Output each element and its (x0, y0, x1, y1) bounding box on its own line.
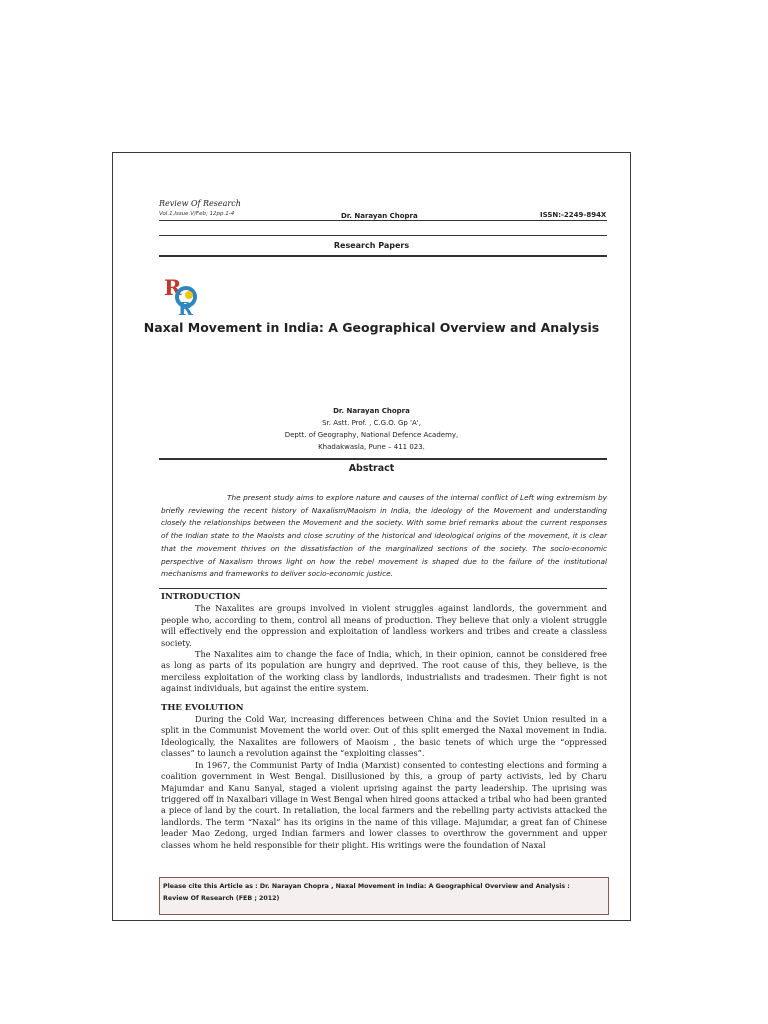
svg-text:R: R (164, 275, 182, 300)
abstract-rule-bottom (159, 588, 607, 589)
author-affiliation (113, 405, 630, 453)
evolution-paragraph-2: In 1967, the Communist Party of India (Marxist) consented to contesting elections and forming a coalition government in West Bengal. Disillusioned by this, a group of party activists, led by Charu Majumdar and Kanu Sanyal, staged a violent uprising against the party leadership. The uprising was triggered off in Naxalbari village in West Bengal when hired goons attacked a tribal who had been granted a piece of land by the court. In retaliation, the local farmers and the rebelling party activists attacked the landlords. The term “Naxal” has its origins in the name of this village. Majumdar, a great fan of Chinese leader Mao Zedong, urged Indian farmers and lower classes to overthrow the government and upper classes whom he held responsible for their plight. His writings were the foundation of Naxal (161, 759, 607, 850)
ror-logo-icon (163, 275, 201, 317)
intro-heading: INTRODUCTION (161, 592, 241, 602)
section-rule-top (159, 235, 607, 236)
author-department: Deptt. of Geography, National Defence Academy, (284, 431, 459, 439)
body-text (161, 592, 607, 851)
author-location: Khadakwasla, Pune – 411 023. (318, 443, 425, 451)
paper-page (112, 152, 631, 921)
svg-text:R: R (178, 299, 193, 317)
abstract-rule (159, 458, 607, 460)
author-position: Sr. Astt. Prof. , C.G.O. Gp 'A', (322, 419, 421, 427)
abstract-text: The present study aims to explore nature and causes of the internal conflict of Left wing extremism by briefly reviewing the recent history of Naxalism/Maoism in India, the ideology of the Movement and understanding closely the relationships between the Movement and the society. With some brief remarks about the current responses of the Indian state to the Maoists and close scrutiny of the historical and ideological origins of the movement, it is clear that the movement thrives on the dissatisfaction of the marginalized sections of the society. The socio-economic perspective of Naxalism throws light on how the rebel movement is shaped due to the failure of the institutional mechanisms and frameworks to deliver socio-economic justice. (161, 493, 607, 579)
section-label: Research Papers (333, 241, 410, 250)
author-name: Dr. Narayan Chopra (333, 407, 410, 415)
paper-title: Naxal Movement in India: A Geographical Overview and Analysis (143, 320, 600, 335)
issn-number: ISSN:-2249-894X (540, 211, 607, 219)
intro-paragraph-1: The Naxalites are groups involved in violent struggles against landlords, the government and people who, according to them, control all means of production. They believe that only a violent struggle will effectively end the oppression and exploitation of landless workers and tribes and create a classless society. (161, 603, 607, 648)
citation-line-1: Please cite this Article as : Dr. Narayan Chopra , Naxal Movement in India: A Geographical Overview and Analysis : (163, 883, 570, 890)
journal-name: Review Of Research (159, 199, 241, 208)
header-author: Dr. Narayan Chopra (341, 212, 418, 220)
evolution-paragraph-1: During the Cold War, increasing differences between China and the Soviet Union resulted in a split in the Communist Movement the world over. Out of this split emerged the Naxal movement in India. Ideologically, the Naxalites are followers of Maoism , the basic tenets of which urge the “oppressed classes” to launch a revolution against the “exploiting classes”. (161, 714, 607, 759)
volume-info: Vol.1,Issue.V/Feb; 12pp.1-4 (159, 211, 235, 217)
citation-line-2: Review Of Research (FEB ; 2012) (163, 895, 280, 902)
header-rule (159, 220, 607, 221)
section-rule-bottom (159, 255, 607, 257)
abstract-heading: Abstract (348, 463, 395, 474)
intro-paragraph-2: The Naxalites aim to change the face of India, which, in their opinion, cannot be considered free as long as parts of its population are hungry and deprived. The root cause of this, they believe, is the merciless exploitation of the working class by landlords, industrialists and tradesmen. Their fight is not against individuals, but against the entire system. (161, 649, 607, 694)
citation-box (159, 877, 609, 915)
evolution-heading: THE EVOLUTION (161, 702, 244, 713)
